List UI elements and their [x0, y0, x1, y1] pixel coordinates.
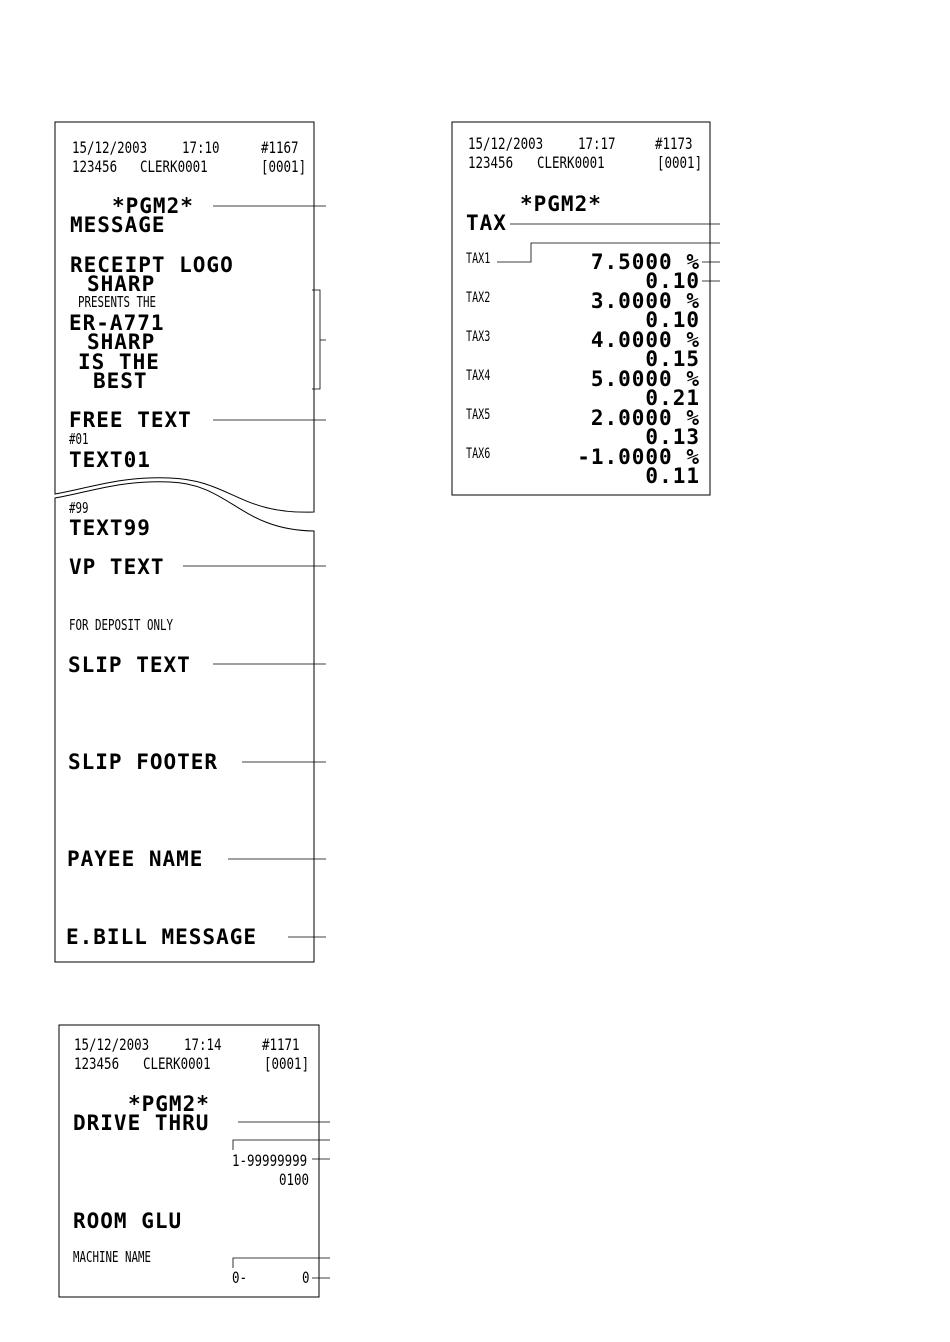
slip-text-title: SLIP TEXT	[68, 653, 191, 677]
header-code: [0001]	[657, 153, 703, 172]
header-code: [0001]	[264, 1054, 310, 1073]
header-machine: 123456	[468, 153, 514, 172]
tax-row-label: TAX2	[466, 290, 491, 306]
header-consec: #1173	[655, 134, 693, 153]
slip-footer-title: SLIP FOOTER	[68, 750, 219, 774]
header-consec: #1171	[262, 1035, 300, 1054]
drive-thru-title: DRIVE THRU	[73, 1111, 210, 1135]
logo-line-2: PRESENTS THE	[78, 293, 157, 311]
header-clerk: CLERK0001	[537, 153, 605, 172]
receipt-message-bottom-outline	[55, 482, 314, 962]
drive-thru-value: 0100	[279, 1170, 310, 1189]
tax-row-label: TAX6	[466, 446, 491, 462]
header-time: 17:17	[578, 134, 616, 153]
leader-range	[233, 1140, 330, 1150]
drive-thru-range: 1-99999999	[232, 1151, 308, 1170]
header-consec: #1167	[261, 138, 299, 157]
tax-row-rate: 4.0000 %	[590, 328, 700, 352]
header-code: [0001]	[261, 157, 307, 176]
logo-line-5: IS THE	[78, 350, 160, 374]
header-date: 15/12/2003	[468, 134, 544, 153]
tax-title: TAX	[466, 211, 507, 235]
tax-row-limit: 0.13	[645, 425, 700, 449]
logo-line-1: SHARP	[87, 272, 156, 296]
header-clerk: CLERK0001	[140, 157, 208, 176]
tax-row-label: TAX4	[466, 368, 491, 384]
pgm-mode: *PGM2*	[112, 194, 194, 218]
free-text-last: TEXT99	[69, 516, 151, 540]
tax-row-rate: 2.0000 %	[590, 406, 700, 430]
header-time: 17:14	[184, 1035, 222, 1054]
tax-row-rate: 3.0000 %	[590, 289, 700, 313]
logo-line-3: ER-A771	[69, 311, 165, 335]
header-time: 17:10	[182, 138, 220, 157]
pgm-mode: *PGM2*	[128, 1092, 210, 1116]
tax-row-limit: 0.15	[645, 347, 700, 371]
free-text-first-no: #01	[69, 430, 89, 448]
tax-row-label: TAX3	[466, 329, 491, 345]
pgm-mode: *PGM2*	[520, 192, 602, 216]
header-date: 15/12/2003	[74, 1035, 150, 1054]
payee-name-title: PAYEE NAME	[67, 847, 204, 871]
tax-row-limit: 0.11	[645, 464, 700, 488]
header-machine: 123456	[72, 157, 118, 176]
receipt-logo-title: RECEIPT LOGO	[70, 253, 234, 277]
logo-line-4: SHARP	[87, 330, 156, 354]
header-clerk: CLERK0001	[143, 1054, 211, 1073]
machine-name-label: MACHINE NAME	[73, 1248, 152, 1266]
header-machine: 123456	[74, 1054, 120, 1073]
ebill-message-title: E.BILL MESSAGE	[66, 925, 258, 949]
free-text-last-no: #99	[69, 499, 89, 517]
machine-name-from: 0-	[232, 1268, 248, 1287]
tax-row-limit: 0.10	[645, 308, 700, 332]
tax-row-rate: 7.5000 %	[590, 250, 700, 274]
free-text-first: TEXT01	[69, 448, 151, 472]
machine-name-to: 0	[302, 1268, 310, 1287]
vp-text-title: VP TEXT	[69, 555, 165, 579]
tax-row-rate: 5.0000 %	[590, 367, 700, 391]
header-date: 15/12/2003	[72, 138, 148, 157]
leader-mn-from	[233, 1258, 330, 1268]
tax-row-limit: 0.21	[645, 386, 700, 410]
free-text-title: FREE TEXT	[69, 408, 192, 432]
tax-row-label: TAX1	[466, 251, 491, 267]
tax-row-rate: -1.0000 %	[577, 445, 700, 469]
tax-row-label: TAX5	[466, 407, 491, 423]
logo-line-6: BEST	[93, 369, 148, 393]
room-glu-title: ROOM GLU	[73, 1209, 183, 1233]
message-title: MESSAGE	[70, 213, 166, 237]
vp-text-value: FOR DEPOSIT ONLY	[69, 616, 174, 634]
tax-row-limit: 0.10	[645, 269, 700, 293]
